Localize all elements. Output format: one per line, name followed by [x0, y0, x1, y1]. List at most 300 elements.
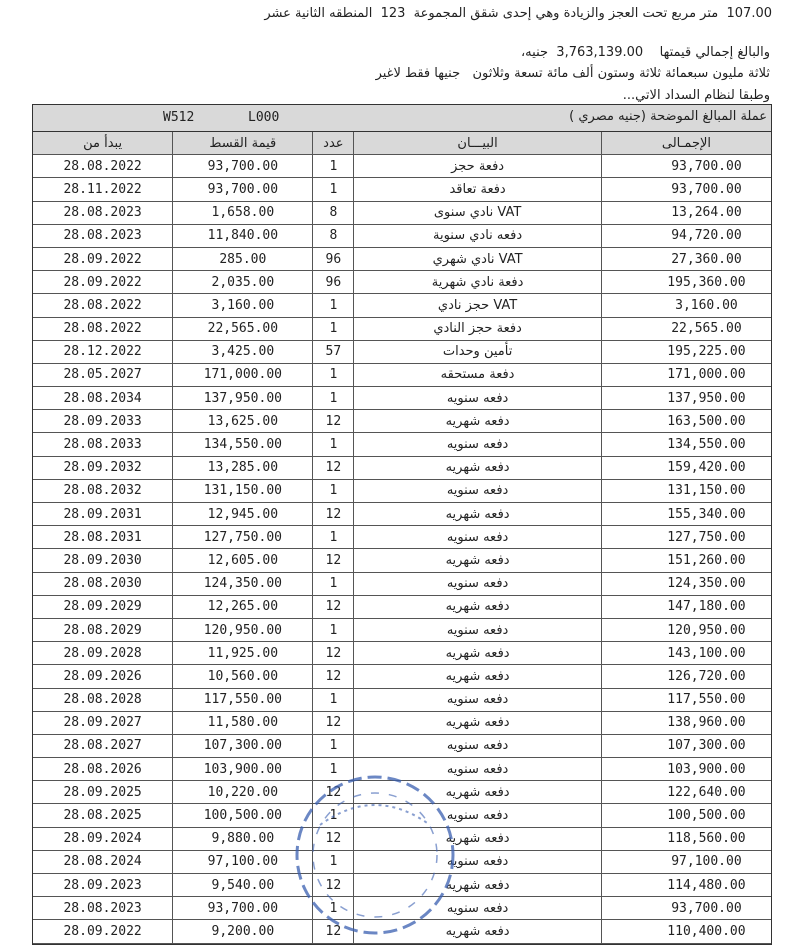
cell-description: [353, 503, 601, 525]
cell-installment-value: [172, 735, 312, 757]
table-row: [33, 665, 771, 688]
start-date-text: 28.05.2027: [63, 367, 142, 383]
header-total: الإجمـالى: [601, 132, 771, 154]
description-text: VAT نادي شهري: [432, 251, 523, 267]
table-row: [33, 619, 771, 642]
cell-installment-value: [172, 457, 312, 479]
total-text: 126,720.00: [667, 668, 746, 684]
total-text: 117,550.00: [667, 692, 746, 708]
installment-value-text: 2,035.00: [211, 274, 275, 290]
installment-value-text: 124,350.00: [203, 576, 282, 592]
cell-installment-value: [172, 573, 312, 595]
cell-description: [353, 526, 601, 548]
cell-installment-value: [172, 596, 312, 618]
header-date: يبدأ من: [83, 135, 123, 151]
installment-value-text: 137,950.00: [203, 390, 282, 406]
cell-description: [353, 294, 601, 316]
cell-description: [353, 712, 601, 734]
start-date-text: 28.08.2026: [63, 761, 142, 777]
installment-value-text: 22,565.00: [207, 321, 279, 337]
table-row: [33, 689, 771, 712]
cell-count: [312, 735, 353, 757]
count-text: 1: [329, 367, 338, 383]
table-row: [33, 457, 771, 480]
installment-value-text: 9,880.00: [211, 831, 275, 847]
start-date-text: 28.09.2026: [63, 668, 142, 684]
count-text: 1: [329, 437, 338, 453]
total-text: 151,260.00: [667, 552, 746, 568]
cell-start-date: [33, 364, 172, 386]
cell-count: [312, 178, 353, 200]
installment-value-text: 134,550.00: [203, 437, 282, 453]
cell-total: [601, 758, 771, 780]
table-row: [33, 225, 771, 248]
count-text: 1: [329, 158, 338, 174]
count-text: 1: [329, 622, 338, 638]
code-l: L000: [248, 110, 280, 125]
cell-description: [353, 735, 601, 757]
description-text: دفعه سنويه: [446, 692, 509, 708]
cell-start-date: [33, 294, 172, 316]
cell-description: [353, 178, 601, 200]
table-row: [33, 155, 771, 178]
table-row: [33, 294, 771, 317]
cell-installment-value: [172, 155, 312, 177]
cell-start-date: [33, 804, 172, 826]
installment-value-text: 93,700.00: [207, 900, 279, 916]
cell-description: [353, 318, 601, 340]
description-text: دفعه سنويه: [446, 576, 509, 592]
count-text: 12: [325, 506, 342, 522]
total-text: 124,350.00: [667, 576, 746, 592]
count-text: 8: [329, 205, 338, 221]
description-text: دفعه سنويه: [446, 738, 509, 754]
cell-total: [601, 271, 771, 293]
total-text: 3,160.00: [675, 297, 738, 313]
table-row: [33, 318, 771, 341]
cell-description: [353, 573, 601, 595]
total-text: 120,950.00: [667, 622, 746, 638]
cell-description: [353, 642, 601, 664]
installment-value-text: 12,605.00: [207, 552, 279, 568]
cell-description: [353, 480, 601, 502]
cell-installment-value: [172, 318, 312, 340]
cell-count: [312, 433, 353, 455]
total-text: 131,150.00: [667, 483, 746, 499]
installment-value-text: 12,265.00: [207, 599, 279, 615]
description-text: دفعه شهريه: [445, 599, 510, 615]
table-row: [33, 271, 771, 294]
cell-description: [353, 364, 601, 386]
description-text: دفعه شهريه: [445, 668, 510, 684]
description-text: دفعه شهريه: [445, 784, 510, 800]
table-row: [33, 735, 771, 758]
cell-start-date: [33, 410, 172, 432]
start-date-text: 28.08.2027: [63, 738, 142, 754]
table-row: [33, 642, 771, 665]
count-text: 12: [325, 460, 342, 476]
count-text: 1: [329, 483, 338, 499]
cell-description: [353, 387, 601, 409]
total-text: 159,420.00: [667, 460, 746, 476]
start-date-text: 28.08.2033: [63, 437, 142, 453]
installment-value-text: 13,625.00: [207, 413, 279, 429]
cell-count: [312, 619, 353, 641]
installment-value-text: 3,160.00: [211, 297, 275, 313]
start-date-text: 28.08.2030: [63, 576, 142, 592]
cell-start-date: [33, 433, 172, 455]
installment-value-text: 103,900.00: [203, 761, 282, 777]
official-stamp: [280, 765, 470, 935]
start-date-text: 28.08.2028: [63, 692, 142, 708]
cell-description: [353, 596, 601, 618]
description-text: دفعه سنويه: [446, 390, 509, 406]
cell-count: [312, 341, 353, 363]
cell-start-date: [33, 712, 172, 734]
total-text: 163,500.00: [667, 413, 746, 429]
total-text: 114,480.00: [667, 877, 746, 893]
cell-count: [312, 549, 353, 571]
cell-start-date: [33, 526, 172, 548]
installment-value-text: 10,220.00: [207, 784, 279, 800]
cell-total: [601, 178, 771, 200]
total-text: 143,100.00: [667, 645, 746, 661]
start-date-text: 28.09.2033: [63, 413, 142, 429]
start-date-text: 28.09.2027: [63, 715, 142, 731]
table-row: [33, 248, 771, 271]
count-text: 57: [325, 344, 342, 360]
table-row: [33, 433, 771, 456]
table-row: [33, 387, 771, 410]
unit-description-line: 107.00 متر مربع تحت العجز والزيادة وهي إحدى شقق المجموعة 123 المنطقه الثانية عشر: [264, 6, 772, 21]
cell-installment-value: [172, 619, 312, 641]
table-row: [33, 178, 771, 201]
installment-value-text: 117,550.00: [203, 692, 282, 708]
cell-count: [312, 689, 353, 711]
cell-total: [601, 526, 771, 548]
start-date-text: 28.09.2032: [63, 460, 142, 476]
cell-count: [312, 480, 353, 502]
cell-installment-value: [172, 271, 312, 293]
total-text: 93,700.00: [671, 158, 742, 174]
total-text: 171,000.00: [667, 367, 746, 383]
description-text: دفعه شهريه: [445, 645, 510, 661]
description-text: دفعه سنويه: [446, 854, 509, 870]
cell-total: [601, 549, 771, 571]
cell-start-date: [33, 155, 172, 177]
installment-value-text: 1,658.00: [211, 205, 275, 221]
total-text: 22,565.00: [671, 321, 742, 337]
cell-start-date: [33, 619, 172, 641]
cell-description: [353, 433, 601, 455]
description-text: دفعة تعاقد: [449, 181, 506, 197]
cell-total: [601, 480, 771, 502]
cell-start-date: [33, 665, 172, 687]
count-text: 1: [329, 738, 338, 754]
cell-start-date: [33, 480, 172, 502]
cell-start-date: [33, 271, 172, 293]
count-text: 8: [329, 228, 338, 244]
cell-count: [312, 503, 353, 525]
total-text: 94,720.00: [671, 228, 742, 244]
count-text: 12: [325, 715, 342, 731]
start-date-text: 28.09.2028: [63, 645, 142, 661]
installment-value-text: 11,840.00: [207, 228, 279, 244]
total-text: 107,300.00: [667, 738, 746, 754]
cell-count: [312, 457, 353, 479]
cell-installment-value: [172, 549, 312, 571]
count-text: 12: [325, 413, 342, 429]
cell-installment-value: [172, 480, 312, 502]
installment-value-text: 9,200.00: [211, 923, 275, 939]
count-text: 12: [325, 877, 342, 893]
total-text: 155,340.00: [667, 506, 746, 522]
count-text: 1: [329, 576, 338, 592]
cell-count: [312, 712, 353, 734]
count-text: 1: [329, 854, 338, 870]
cell-description: [353, 202, 601, 224]
description-text: دفعه سنويه: [446, 761, 509, 777]
count-text: 96: [325, 251, 342, 267]
installment-value-text: 13,285.00: [207, 460, 279, 476]
start-date-text: 28.08.2022: [63, 297, 142, 313]
cell-total: [601, 804, 771, 826]
cell-start-date: [33, 387, 172, 409]
cell-total: [601, 318, 771, 340]
installment-value-text: 131,150.00: [203, 483, 282, 499]
start-date-text: 28.09.2023: [63, 877, 142, 893]
cell-description: [353, 689, 601, 711]
count-text: 1: [329, 761, 338, 777]
cell-total: [601, 712, 771, 734]
table-row: [33, 480, 771, 503]
count-text: 12: [325, 784, 342, 800]
cell-description: [353, 619, 601, 641]
count-text: 12: [325, 599, 342, 615]
start-date-text: 28.12.2022: [63, 344, 142, 360]
cell-total: [601, 781, 771, 803]
table-header-row: [33, 132, 771, 155]
cell-total: [601, 735, 771, 757]
cell-start-date: [33, 735, 172, 757]
count-text: 1: [329, 529, 338, 545]
currency-title: عملة المبالغ الموضحة (جنيه مصري ): [569, 109, 767, 124]
total-text: 100,500.00: [667, 808, 746, 824]
cell-total: [601, 294, 771, 316]
description-text: دفعة مستحقه: [440, 367, 515, 383]
count-text: 1: [329, 808, 338, 824]
cell-total: [601, 202, 771, 224]
description-text: VAT نادي سنوى: [433, 205, 522, 221]
description-text: دفعه سنويه: [446, 622, 509, 638]
cell-total: [601, 828, 771, 850]
cell-start-date: [33, 341, 172, 363]
total-text: 137,950.00: [667, 390, 746, 406]
cell-count: [312, 665, 353, 687]
amount-in-words-line: ثلاثة مليون سبعمائة ثلاثة وستون ألف مائة تسعة وثلاثون جنيها فقط لاغير: [375, 66, 770, 81]
description-text: دفعه نادي سنوية: [433, 228, 523, 244]
description-text: دفعه سنويه: [446, 808, 509, 824]
cell-count: [312, 318, 353, 340]
cell-total: [601, 248, 771, 270]
start-date-text: 28.08.2022: [63, 321, 142, 337]
description-text: دفعه شهريه: [445, 877, 510, 893]
cell-total: [601, 619, 771, 641]
start-date-text: 28.08.2031: [63, 529, 142, 545]
count-text: 12: [325, 923, 342, 939]
header-count: عدد: [312, 132, 353, 154]
start-date-text: 28.09.2029: [63, 599, 142, 615]
installment-value-text: 3,425.00: [211, 344, 275, 360]
cell-total: [601, 665, 771, 687]
total-text: 97,100.00: [671, 854, 742, 870]
cell-installment-value: [172, 225, 312, 247]
description-text: دفعة حجز: [451, 158, 505, 174]
cell-installment-value: [172, 202, 312, 224]
cell-total: [601, 457, 771, 479]
cell-start-date: [33, 828, 172, 850]
cell-total: [601, 503, 771, 525]
table-row: [33, 549, 771, 572]
installment-value-text: 9,540.00: [211, 877, 275, 893]
total-amount-line: والبالغ إجمالي قيمتها 3,763,139.00 جنيه،: [520, 45, 770, 60]
table-row: [33, 341, 771, 364]
start-date-text: 28.08.2023: [63, 900, 142, 916]
total-text: 103,900.00: [667, 761, 746, 777]
total-text: 134,550.00: [667, 437, 746, 453]
cell-count: [312, 248, 353, 270]
cell-installment-value: [172, 387, 312, 409]
cell-count: [312, 294, 353, 316]
cell-description: [353, 271, 601, 293]
count-text: 1: [329, 181, 338, 197]
installment-value-text: 93,700.00: [207, 158, 279, 174]
installment-value-text: 10,560.00: [207, 668, 279, 684]
cell-start-date: [33, 642, 172, 664]
description-text: دفعه شهريه: [445, 413, 510, 429]
cell-total: [601, 897, 771, 919]
total-text: 127,750.00: [667, 529, 746, 545]
table-row: [33, 410, 771, 433]
total-text: 118,560.00: [667, 831, 746, 847]
cell-start-date: [33, 202, 172, 224]
start-date-text: 28.09.2022: [63, 274, 142, 290]
cell-total: [601, 874, 771, 896]
description-text: دفعة حجز النادي: [433, 321, 522, 337]
table-row: [33, 202, 771, 225]
cell-start-date: [33, 874, 172, 896]
start-date-text: 28.11.2022: [63, 181, 142, 197]
total-text: 13,264.00: [671, 205, 742, 221]
table-row: [33, 712, 771, 735]
cell-installment-value: [172, 689, 312, 711]
cell-total: [601, 851, 771, 873]
cell-total: [601, 573, 771, 595]
start-date-text: 28.08.2022: [63, 158, 142, 174]
start-date-text: 28.08.2029: [63, 622, 142, 638]
installment-value-text: 171,000.00: [203, 367, 282, 383]
start-date-text: 28.08.2034: [63, 390, 142, 406]
start-date-text: 28.09.2030: [63, 552, 142, 568]
start-date-text: 28.09.2022: [63, 251, 142, 267]
cell-description: [353, 457, 601, 479]
description-text: دفعه سنويه: [446, 529, 509, 545]
count-text: 12: [325, 552, 342, 568]
installment-value-text: 12,945.00: [207, 506, 279, 522]
cell-count: [312, 225, 353, 247]
description-text: دفعه شهريه: [445, 715, 510, 731]
cell-start-date: [33, 225, 172, 247]
cell-start-date: [33, 503, 172, 525]
cell-installment-value: [172, 410, 312, 432]
start-date-text: 28.09.2031: [63, 506, 142, 522]
cell-description: [353, 665, 601, 687]
cell-total: [601, 920, 771, 942]
cell-start-date: [33, 596, 172, 618]
count-text: 12: [325, 668, 342, 684]
cell-count: [312, 526, 353, 548]
installment-value-text: 97,100.00: [207, 854, 279, 870]
cell-total: [601, 364, 771, 386]
count-text: 1: [329, 390, 338, 406]
total-text: 110,400.00: [667, 923, 746, 939]
cell-description: [353, 549, 601, 571]
cell-installment-value: [172, 341, 312, 363]
cell-installment-value: [172, 364, 312, 386]
table-row: [33, 573, 771, 596]
table-row: [33, 526, 771, 549]
total-text: 195,360.00: [667, 274, 746, 290]
start-date-text: 28.08.2023: [63, 228, 142, 244]
cell-total: [601, 689, 771, 711]
total-text: 195,225.00: [667, 344, 746, 360]
cell-start-date: [33, 457, 172, 479]
cell-total: [601, 410, 771, 432]
description-text: دفعه سنويه: [446, 437, 509, 453]
cell-description: [353, 248, 601, 270]
cell-count: [312, 642, 353, 664]
cell-installment-value: [172, 503, 312, 525]
cell-start-date: [33, 851, 172, 873]
cell-total: [601, 596, 771, 618]
cell-description: [353, 341, 601, 363]
cell-count: [312, 155, 353, 177]
total-text: 147,180.00: [667, 599, 746, 615]
payment-plan-intro: وطبقا لنظام السداد الاتي...: [622, 88, 770, 103]
start-date-text: 28.08.2024: [63, 854, 142, 870]
installment-value-text: 11,580.00: [207, 715, 279, 731]
installment-value-text: 107,300.00: [203, 738, 282, 754]
cell-count: [312, 364, 353, 386]
table-row: [33, 503, 771, 526]
cell-start-date: [33, 781, 172, 803]
description-text: دفعه سنويه: [446, 483, 509, 499]
cell-installment-value: [172, 178, 312, 200]
cell-start-date: [33, 549, 172, 571]
cell-count: [312, 202, 353, 224]
total-text: 27,360.00: [671, 251, 742, 267]
table-title-bar: [33, 105, 771, 132]
installment-value-text: 127,750.00: [203, 529, 282, 545]
cell-start-date: [33, 897, 172, 919]
description-text: VAT حجز نادي: [437, 297, 518, 313]
cell-start-date: [33, 573, 172, 595]
start-date-text: 28.08.2023: [63, 205, 142, 221]
description-text: دفعه شهريه: [445, 831, 510, 847]
description-text: دفعه شهريه: [445, 552, 510, 568]
description-text: دفعه شهريه: [445, 923, 510, 939]
header-description: البيـــان: [353, 132, 601, 154]
